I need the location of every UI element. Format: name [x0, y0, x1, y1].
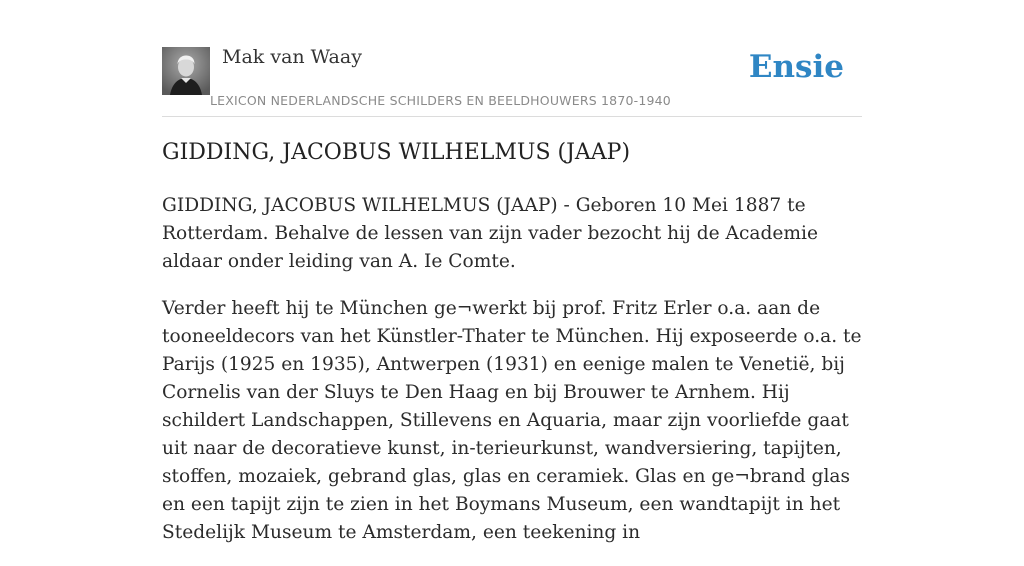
author-avatar[interactable]: [162, 47, 210, 95]
article-body: [162, 192, 868, 566]
article-title: GIDDING, JACOBUS WILHELMUS (JAAP): [162, 140, 631, 165]
page-header: [162, 46, 862, 117]
article-paragraph: Verder heeft hij te München ge¬werkt bij prof. Fritz Erler o.a. aan de tooneeldecors van het Künstler-Thater te München. Hij exposeerde o.a. te Parijs (1925 en 1935), Antwerpen (1931) en eenige malen te Venetië, bij Cornelis van der Sluys te Den Haag en bij Brouwer te Arnhem. Hij schildert Landschappen, Stillevens en Aquaria, maar zijn voorliefde gaat uit naar de decoratieve kunst, in-terieurkunst, wandversiering, tapijten, stoffen, mozaiek, gebrand glas, glas en ceramiek. Glas en ge¬brand glas en een tapijt zijn te zien in het Boymans Museum, een wandtapijt in het Stedelijk Museum te Amsterdam, een teekening in: [162, 298, 862, 543]
article-paragraph: GIDDING, JACOBUS WILHELMUS (JAAP) - Geboren 10 Mei 1887 te Rotterdam. Behalve de lessen van zijn vader bezocht hij de Academie aldaar onder leiding van A. Ie Comte.: [162, 195, 818, 272]
ensie-logo[interactable]: Ensie: [748, 49, 844, 85]
author-name[interactable]: Mak van Waay: [222, 46, 362, 68]
portrait-icon: [162, 47, 210, 95]
source-title[interactable]: LEXICON NEDERLANDSCHE SCHILDERS EN BEELDHOUWERS 1870-1940: [210, 93, 671, 108]
